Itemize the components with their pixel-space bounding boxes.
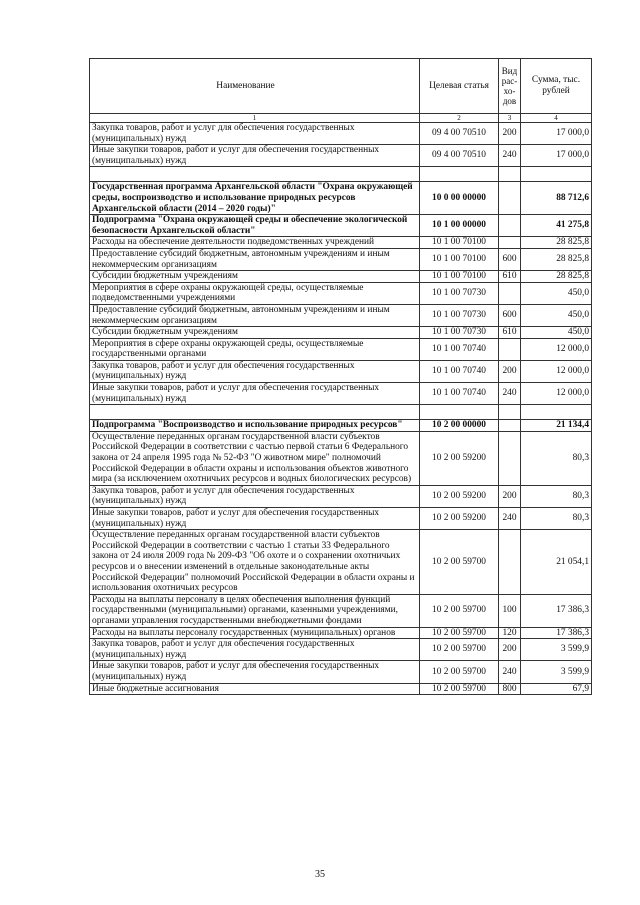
table-row	[90, 145, 592, 167]
row-name: Расходы на выплаты персоналу государственных (муниципальных) органов	[90, 627, 420, 639]
row-vid: 610	[499, 271, 521, 283]
row-vid: 600	[499, 304, 521, 326]
table-row	[90, 485, 592, 507]
row-name: Закупка товаров, работ и услуг для обеспечения государственных (муниципальных) нужд	[90, 639, 420, 661]
table-row	[90, 627, 592, 639]
row-code: 09 4 00 70510	[420, 123, 499, 145]
row-name: Иные закупки товаров, работ и услуг для обеспечения государственных (муниципальных) нужд	[90, 661, 420, 683]
row-code: 10 1 00 70740	[420, 360, 499, 382]
row-vid	[499, 282, 521, 304]
table-row	[90, 383, 592, 405]
row-vid	[499, 167, 521, 182]
row-code: 10 2 00 00000	[420, 420, 499, 432]
row-name: Расходы на обеспечение деятельности подведомственных учреждений	[90, 237, 420, 249]
row-vid: 200	[499, 360, 521, 382]
spacer-row	[90, 167, 592, 182]
row-sum: 450,0	[521, 327, 592, 339]
row-vid: 240	[499, 383, 521, 405]
row-name: Осуществление переданных органам государственной власти субъектов Российской Федерации в соответствии с частью первой статьи 6 Федерального закона от 24 апреля 1995 года № 52-ФЗ "О животном мире" полномочий Российской Федерации в области охраны и использования объектов животного мира (за исключением охотничьих ресурсов и водных биологических ресурсов)	[90, 431, 420, 485]
row-name	[90, 167, 420, 182]
table-row	[90, 215, 592, 237]
row-sum: 88 712,6	[521, 182, 592, 215]
table-row	[90, 248, 592, 270]
row-vid: 120	[499, 627, 521, 639]
row-name: Закупка товаров, работ и услуг для обеспечения государственных (муниципальных) нужд	[90, 485, 420, 507]
row-name: Субсидии бюджетным учреждениям	[90, 327, 420, 339]
spacer-row	[90, 405, 592, 420]
row-name: Закупка товаров, работ и услуг для обеспечения государственных (муниципальных) нужд	[90, 123, 420, 145]
row-name: Предоставление субсидий бюджетным, автономным учреждениям и иным некоммерческим организациям	[90, 304, 420, 326]
row-vid: 200	[499, 639, 521, 661]
row-sum: 12 000,0	[521, 360, 592, 382]
table-row	[90, 282, 592, 304]
row-code	[420, 405, 499, 420]
row-code: 10 1 00 70100	[420, 248, 499, 270]
table-row	[90, 530, 592, 595]
row-code: 10 1 00 70740	[420, 338, 499, 360]
row-sum: 450,0	[521, 304, 592, 326]
column-number: 2	[420, 114, 499, 123]
row-code: 10 1 00 70730	[420, 327, 499, 339]
row-sum: 3 599,9	[521, 661, 592, 683]
row-name: Иные закупки товаров, работ и услуг для обеспечения государственных (муниципальных) нужд	[90, 508, 420, 530]
page-number: 35	[315, 869, 325, 880]
row-vid: 240	[499, 145, 521, 167]
table-row	[90, 123, 592, 145]
row-sum: 17 386,3	[521, 594, 592, 627]
table-row	[90, 420, 592, 432]
row-code: 10 2 00 59200	[420, 485, 499, 507]
row-name: Иные закупки товаров, работ и услуг для обеспечения государственных (муниципальных) нужд	[90, 145, 420, 167]
table-row	[90, 594, 592, 627]
table-row	[90, 271, 592, 283]
table-row	[90, 431, 592, 485]
row-vid	[499, 530, 521, 595]
row-vid: 240	[499, 508, 521, 530]
table-row	[90, 304, 592, 326]
budget-table	[89, 58, 592, 695]
row-name: Осуществление переданных органам государственной власти субъектов Российской Федерации в соответствии с частью 1 статьи 33 Федерального закона от 24 июля 2009 года № 209-ФЗ "Об охоте и о сохранении охотничьих ресурсов и о внесении изменений в отдельные законодательные акты Российской Федерации" полномочий Российской Федерации в области охраны и использования охотничьих ресурсов	[90, 530, 420, 595]
table-row	[90, 237, 592, 249]
row-sum: 80,3	[521, 485, 592, 507]
column-number: 3	[499, 114, 521, 123]
column-number-row	[90, 114, 592, 123]
table-row	[90, 683, 592, 695]
row-vid: 200	[499, 485, 521, 507]
row-sum: 17 000,0	[521, 123, 592, 145]
row-code: 10 2 00 59700	[420, 683, 499, 695]
row-vid: 100	[499, 594, 521, 627]
row-name: Иные закупки товаров, работ и услуг для обеспечения государственных (муниципальных) нужд	[90, 383, 420, 405]
row-vid: 800	[499, 683, 521, 695]
row-code: 10 1 00 70740	[420, 383, 499, 405]
row-sum: 17 386,3	[521, 627, 592, 639]
row-code: 10 2 00 59700	[420, 530, 499, 595]
row-sum: 3 599,9	[521, 639, 592, 661]
row-code: 10 2 00 59700	[420, 639, 499, 661]
row-sum: 12 000,0	[521, 383, 592, 405]
row-sum: 80,3	[521, 508, 592, 530]
header-code: Целевая статья	[420, 59, 499, 114]
column-number: 4	[521, 114, 592, 123]
row-vid: 600	[499, 248, 521, 270]
row-code: 10 0 00 00000	[420, 182, 499, 215]
row-sum: 12 000,0	[521, 338, 592, 360]
column-number: 1	[90, 114, 420, 123]
row-name: Закупка товаров, работ и услуг для обеспечения государственных (муниципальных) нужд	[90, 360, 420, 382]
row-code: 10 2 00 59200	[420, 431, 499, 485]
row-code: 10 1 00 70730	[420, 304, 499, 326]
row-name: Субсидии бюджетным учреждениям	[90, 271, 420, 283]
row-name: Мероприятия в сфере охраны окружающей среды, осуществляемые государственными органами	[90, 338, 420, 360]
table-header-row	[90, 59, 592, 114]
row-sum: 80,3	[521, 431, 592, 485]
row-code: 10 1 00 00000	[420, 215, 499, 237]
row-vid: 240	[499, 661, 521, 683]
row-sum: 450,0	[521, 282, 592, 304]
header-vid: Вид рас-хо-дов	[499, 59, 521, 114]
header-sum: Сумма, тыс. рублей	[521, 59, 592, 114]
row-sum: 28 825,8	[521, 248, 592, 270]
row-name: Государственная программа Архангельской области "Охрана окружающей среды, воспроизводство и использование природных ресурсов Архангельской области (2014 – 2020 годы)"	[90, 182, 420, 215]
row-vid	[499, 182, 521, 215]
row-code: 10 2 00 59700	[420, 661, 499, 683]
row-name: Предоставление субсидий бюджетным, автономным учреждениям и иным некоммерческим организациям	[90, 248, 420, 270]
row-code: 10 2 00 59200	[420, 508, 499, 530]
row-sum: 67,9	[521, 683, 592, 695]
row-sum	[521, 167, 592, 182]
header-name: Наименование	[90, 59, 420, 114]
row-sum: 41 275,8	[521, 215, 592, 237]
row-vid	[499, 431, 521, 485]
table-row	[90, 508, 592, 530]
row-sum: 17 000,0	[521, 145, 592, 167]
row-name: Подпрограмма "Воспроизводство и использование природных ресурсов"	[90, 420, 420, 432]
table-row	[90, 327, 592, 339]
row-code: 10 1 00 70100	[420, 237, 499, 249]
row-name	[90, 405, 420, 420]
row-sum: 28 825,8	[521, 237, 592, 249]
table-row	[90, 639, 592, 661]
row-sum: 21 054,1	[521, 530, 592, 595]
row-code: 10 2 00 59700	[420, 594, 499, 627]
row-code: 09 4 00 70510	[420, 145, 499, 167]
row-name: Подпрограмма "Охрана окружающей среды и обеспечение экологической безопасности Архангельской области"	[90, 215, 420, 237]
row-name: Расходы на выплаты персоналу в целях обеспечения выполнения функций государственными (муниципальными) органами, казенными учреждениями, органами управления государственными внебюджетными фондами	[90, 594, 420, 627]
row-vid	[499, 237, 521, 249]
row-code: 10 1 00 70100	[420, 271, 499, 283]
row-sum: 28 825,8	[521, 271, 592, 283]
row-vid	[499, 405, 521, 420]
row-code: 10 2 00 59700	[420, 627, 499, 639]
table-row	[90, 661, 592, 683]
table-row	[90, 360, 592, 382]
row-sum	[521, 405, 592, 420]
row-code	[420, 167, 499, 182]
row-sum: 21 134,4	[521, 420, 592, 432]
table-row	[90, 182, 592, 215]
row-vid	[499, 215, 521, 237]
table-row	[90, 338, 592, 360]
row-name: Иные бюджетные ассигнования	[90, 683, 420, 695]
row-vid: 610	[499, 327, 521, 339]
row-vid: 200	[499, 123, 521, 145]
row-name: Мероприятия в сфере охраны окружающей среды, осуществляемые подведомственными учреждениями	[90, 282, 420, 304]
row-vid	[499, 420, 521, 432]
row-vid	[499, 338, 521, 360]
row-code: 10 1 00 70730	[420, 282, 499, 304]
